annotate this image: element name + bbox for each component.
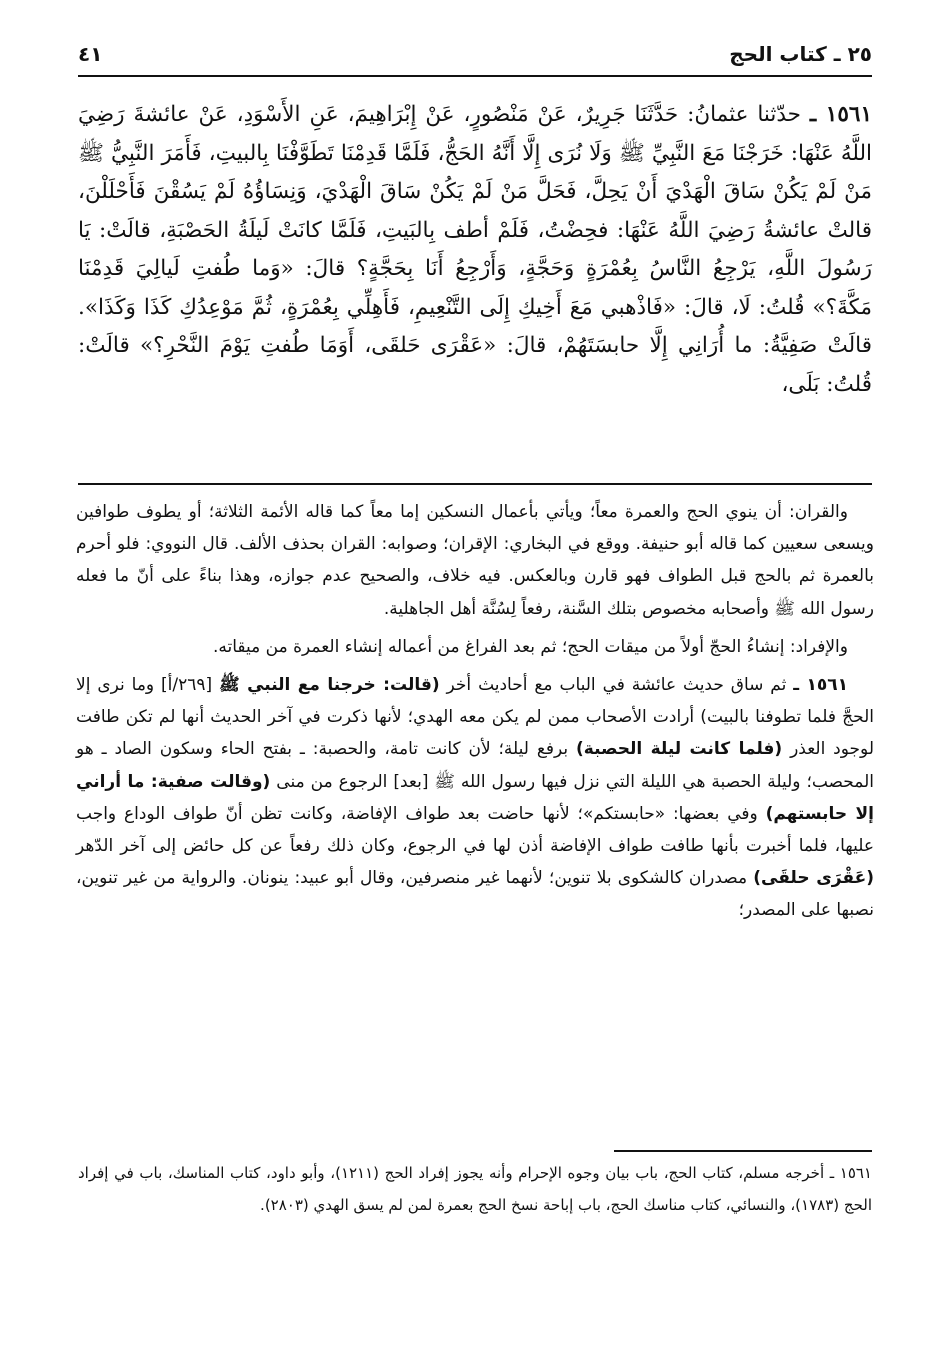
commentary-text: [٢٦٩/أ] وما نرى إلا الحجَّ فلما تطوفنا بالبيت) أرادت الأصحاب ممن لم يكن معه الهدي؛ لأنها ذكرت في آخر الحديث أنها لم تكن طافت لوجود العذر: [76, 675, 875, 760]
footnote-block: [78, 1158, 872, 1221]
running-header: [78, 38, 872, 72]
section-divider: [78, 483, 872, 485]
footnote-text: ١٥٦١ ـ أخرجه مسلم، كتاب الحج، باب بيان وجوه الإحرام وأنه يجوز إفراد الحج (١٢١١)، وأبو داود، كتاب المناسك، باب في إفراد الحج (١٧٨٣)، والنسائي، كتاب مناسك الحج، باب إباحة نسخ الحج بعمرة لمن لم يسق الهدي (٢٨٠٣).: [78, 1164, 872, 1214]
commentary-text: وفي بعضها: «حابستكم»؛ لأنها حاضت بعد طواف الإفاضة، وكانت تظن أنّ طواف الوداع واجب عليها، فلما أخبرت بأنها طافت طواف الإفاضة أذن لها في الرجوع، وكان ذلك رفعاً عن كل حائض إلى آخر الدّهر: [76, 803, 874, 857]
footnote-rule: [614, 1150, 872, 1152]
header-rule: [78, 75, 872, 77]
commentary-paragraph-qiran: والقران: أن ينوي الحج والعمرة معاً؛ ويأتي بأعمال النسكين إما معاً كما قاله الأئمة الثلاثة؛ أو يطوف طوافين ويسعى سعيين كما قاله أبو حنيفة. ووقع في البخاري: الإقران؛ وصوابه: القران بحذف الألف. قال النووي: فلو أحرم بالعمرة ثم بالحج قبل الطواف فهو قارن وبالعكس. فيه خلاف، والصحيح عدم جوازه، وهذا بناءً على أنّ ما فعله رسول الله ﷺ وأصحابه مخصوص بتلك السَّنة، رفعاً لِسُنَّة أهل الجاهلية.: [76, 502, 874, 619]
quoted-phrase: (فلما كانت ليلة الحصبة): [575, 739, 783, 760]
commentary-paragraph-ifrad: والإفراد: إنشاءُ الحجّ أولاً من ميقات الحج؛ ثم بعد الفراغ من أعماله إنشاء العمرة من ميقاته.: [213, 636, 848, 657]
hadith-text-block: [78, 96, 872, 404]
hadith-number: ١٥٦١ ـ: [809, 102, 872, 127]
commentary-text: برفع ليلة؛ لأن كانت تامة، والحصبة: ـ بفتح الحاء وسكون الصاد ـ هو المحصب؛ وليلة الحصبة هي الليلة التي نزل فيها رسول الله ﷺ [بعد] الرجوع من منى: [76, 739, 874, 792]
commentary-block: [76, 496, 874, 933]
commentary-hadith-number: ١٥٦١ ـ: [793, 675, 849, 696]
quoted-phrase: (وقالت صفية: ما أراني إلا حابستهم): [76, 771, 875, 824]
quoted-phrase: (قالت: خرجنا مع النبي ﷺ: [219, 675, 440, 696]
running-title: ٢٥ ـ كتاب الحج: [729, 42, 872, 66]
hadith-text: حدّثنا عثمانُ: حَدَّثَنَا جَرِيرٌ، عَنْ مَنْصُورٍ، عَنْ إِبْرَاهِيمَ، عَنِ الأَسْوَدِ، عَنْ عائشةَ رَضِيَ اللَّهُ عَنْهَا: خَرَجْنَا مَعَ النَّبِيِّ ﷺ وَلَا نُرَى إِلَّا أَنَّهُ الحَجُّ، فَلَمَّا قَدِمْنَا تَطَوَّفْنَا بِالبيتِ، فَأَمَرَ النَّبِيُّ ﷺ مَنْ لَمْ يَكُنْ سَاقَ الْهَدْيَ أَنْ يَحِلَّ، فَحَلَّ مَنْ لَمْ يَكُنْ سَاقَ الْهَدْيَ، وَنِسَاؤُهُ لَمْ يَسُقْنَ فَأَحْلَلْنَ، قالتْ عائشةُ رَضِيَ اللَّهُ عَنْهَا: فحِضْتُ، فَلَمْ أطف بِالبَيتِ، فَلَمَّا كانَتْ لَيلَةُ الحَصْبَةِ، قالَتْ: يَا رَسُولَ اللَّهِ، يَرْجِعُ النَّاسُ بِعُمْرَةٍ وَحَجَّةٍ، وَأَرْجِعُ أَنَا بِحَجَّةٍ؟ قالَ: «وَما طُفتِ لَيالِيَ قَدِمْنَا مَكَّةَ؟» قُلتُ: لَا، قالَ: «فَاذْهبي مَعَ أَخِيكِ إِلَى التَّنْعِيمِ، فَأَهِلِّي بِعُمْرَةٍ، ثُمَّ مَوْعِدُكِ كَذَا وَكَذَا». قالَتْ صَفِيَّةُ: ما أُرَانِي إِلَّا حابسَتَهُمْ، قالَ: «عَقْرَى حَلقَى، أَوَمَا طُفتِ يَوْمَ النَّحْرِ؟» قالَتْ: قُلتُ: بَلَى،: [78, 102, 872, 397]
commentary-text: ثم ساق حديث عائشة في الباب مع أحاديث أخر: [446, 675, 787, 696]
page-number: ٤١: [78, 42, 103, 66]
quoted-phrase: (عَقْرَى حلقَى): [753, 868, 875, 889]
commentary-text: مصدران كالشكوى بلا تنوين؛ لأنهما غير منصرفين، وقال أبو عبيد: ينونان. والرواية من غير تنوين، نصبها على المصدر؛: [76, 868, 874, 921]
commentary-paragraph-hadith: [76, 669, 874, 927]
